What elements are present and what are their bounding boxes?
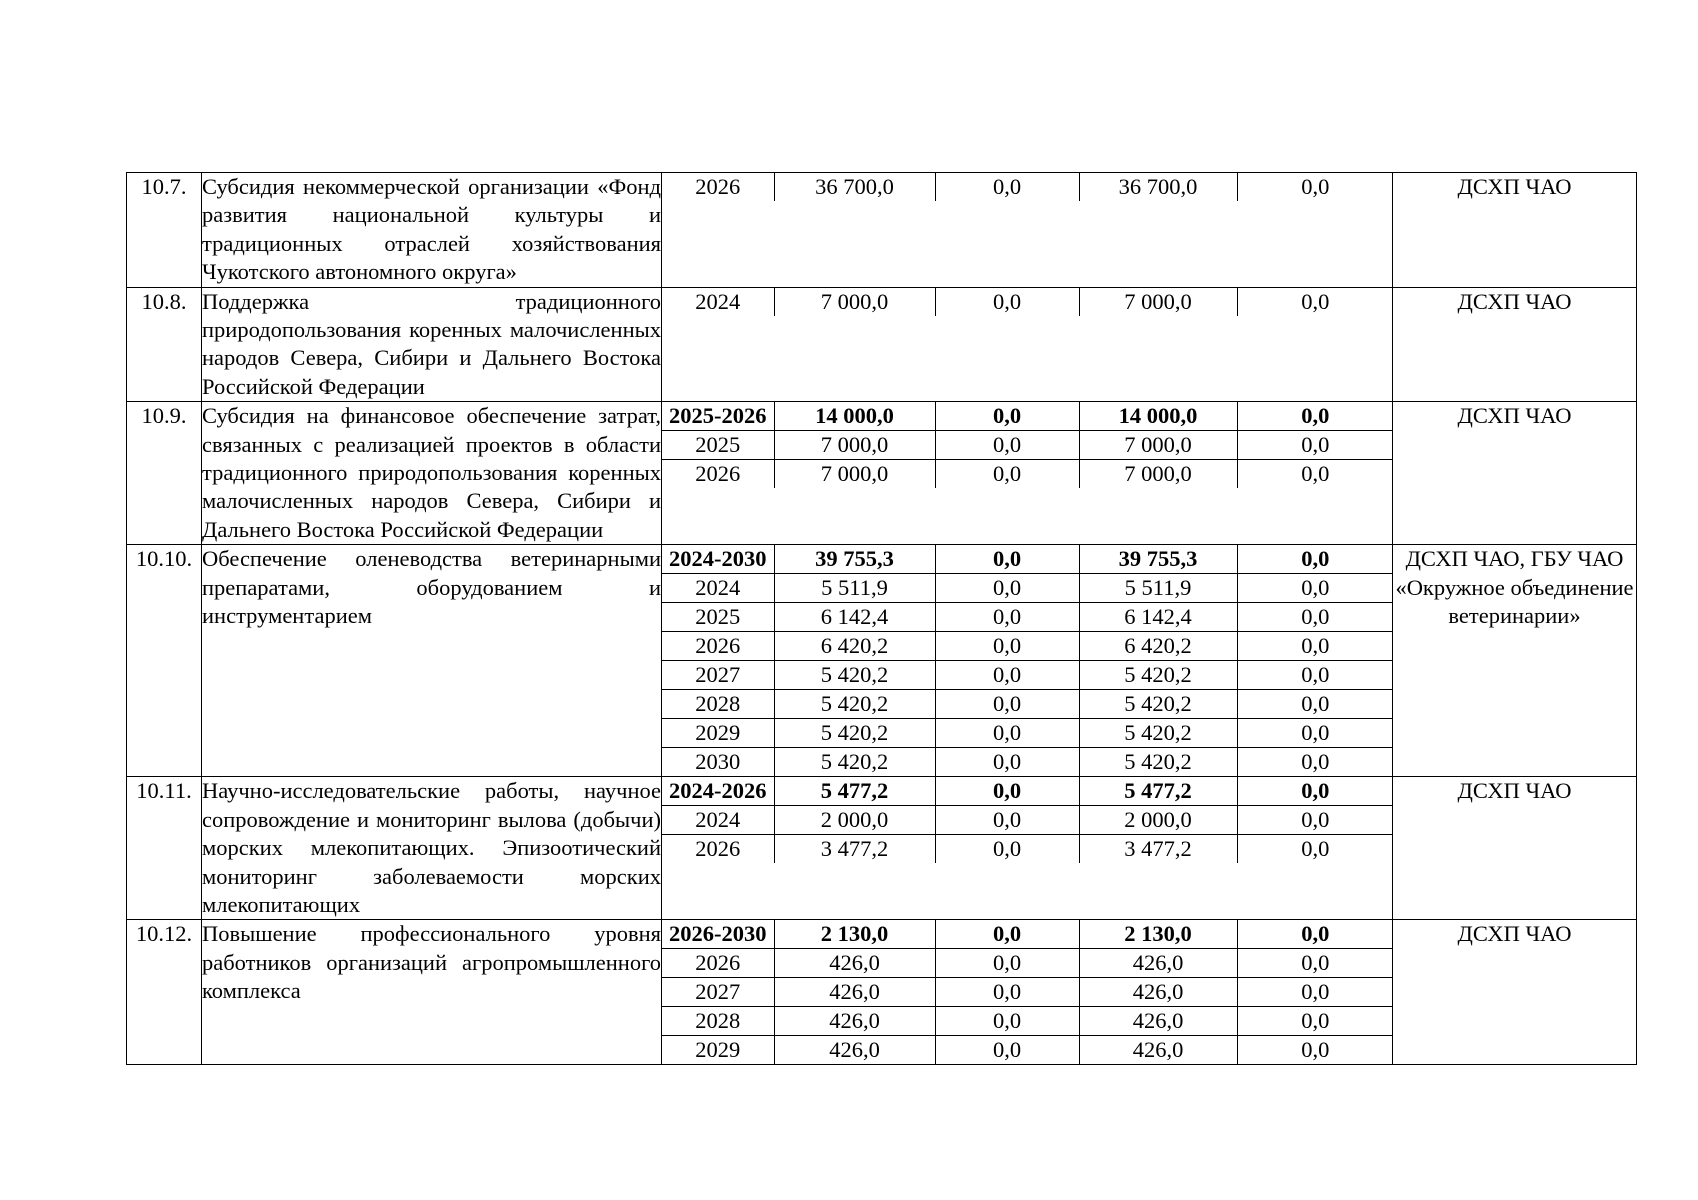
other-sources-cell: 0,0	[1301, 1037, 1330, 1063]
federal-budget-cell: 0,0	[935, 690, 1079, 719]
federal-budget-cell: 0,0	[935, 661, 1079, 690]
other-sources-cell: 0,0	[1237, 402, 1393, 431]
period-cell: 2026	[662, 173, 774, 201]
other-sources-cell: 0,0	[1237, 545, 1393, 574]
total-amount-cell: 7 000,0	[774, 460, 935, 489]
other-sources-cell: 0,0	[1237, 690, 1393, 719]
period-cell: 2026	[662, 835, 774, 864]
funding-total-row	[662, 777, 1393, 806]
funding-year-row	[662, 1007, 1393, 1036]
period-cell: 2024-2026	[662, 777, 774, 806]
total-amount-cell: 5 511,9	[774, 574, 935, 603]
okrug-budget-cell: 6 420,2	[1079, 632, 1237, 661]
measure-description: Субсидия некоммерческой организации «Фонд развития национальной культуры и традиционных отраслей хозяйствования Чукотского автономного округа»	[202, 173, 662, 288]
total-amount-cell: 39 755,3	[774, 545, 935, 574]
period-cell: 2030	[662, 748, 774, 777]
federal-budget-cell: 0,0	[935, 402, 1079, 431]
federal-budget-cell: 0,0	[935, 173, 1079, 201]
federal-budget-cell: 0,0	[935, 288, 1079, 316]
federal-budget-cell: 0,0	[935, 777, 1079, 806]
period-cell: 2024	[662, 574, 774, 603]
okrug-budget-cell: 5 420,2	[1079, 690, 1237, 719]
measure-description: Научно-исследовательские работы, научное сопровождение и мониторинг вылова (добычи) морских млекопитающих. Эпизоотический мониторинг заболеваемости морских млекопитающих	[202, 777, 662, 920]
funding-total-row	[662, 402, 1393, 431]
funding-cell	[662, 920, 1393, 1065]
federal-budget-cell: 0,0	[935, 1036, 1079, 1065]
funding-year-row	[662, 719, 1393, 748]
okrug-budget-cell: 426,0	[1079, 949, 1237, 978]
funding-breakdown	[662, 173, 1393, 201]
responsible-executor: ДСХП ЧАО	[1393, 920, 1637, 1065]
period-cell: 2028	[662, 690, 774, 719]
other-sources-cell: 0,0	[1301, 749, 1330, 775]
funding-year-row	[662, 835, 1393, 864]
federal-budget-cell: 0,0	[935, 603, 1079, 632]
federal-budget-cell: 0,0	[935, 748, 1079, 777]
okrug-budget-cell: 7 000,0	[1079, 460, 1237, 489]
responsible-executor: ДСХП ЧАО	[1393, 402, 1637, 545]
funding-year-row	[662, 173, 1393, 201]
federal-budget-cell: 0,0	[935, 1007, 1079, 1036]
period-cell: 2025	[662, 603, 774, 632]
total-amount-cell: 36 700,0	[774, 173, 935, 201]
funding-year-row	[662, 431, 1393, 460]
other-sources-cell: 0,0	[1237, 661, 1393, 690]
period-cell: 2024	[662, 806, 774, 835]
row-number: 10.7.	[127, 173, 202, 288]
funding-year-row	[662, 288, 1393, 316]
other-sources-cell: 0,0	[1301, 288, 1330, 314]
okrug-budget-cell: 5 420,2	[1079, 719, 1237, 748]
total-amount-cell: 5 420,2	[774, 690, 935, 719]
okrug-budget-cell: 2 130,0	[1079, 920, 1237, 949]
funding-year-row	[662, 661, 1393, 690]
other-sources-cell: 0,0	[1237, 806, 1393, 835]
measure-description: Поддержка традиционного природопользования коренных малочисленных народов Севера, Сибири и Дальнего Востока Российской Федерации	[202, 287, 662, 402]
row-number: 10.9.	[127, 402, 202, 545]
other-sources-cell: 0,0	[1237, 719, 1393, 748]
total-amount-cell: 6 420,2	[774, 632, 935, 661]
table-row	[127, 777, 1637, 920]
row-number: 10.10.	[127, 545, 202, 777]
funding-breakdown	[662, 920, 1393, 1064]
period-cell: 2024	[662, 288, 774, 316]
row-number: 10.8.	[127, 287, 202, 402]
okrug-budget-cell: 14 000,0	[1079, 402, 1237, 431]
program-measures-table	[126, 172, 1637, 1065]
total-amount-cell: 14 000,0	[774, 402, 935, 431]
other-sources-cell: 0,0	[1237, 777, 1393, 806]
table-row	[127, 920, 1637, 1065]
funding-year-row	[662, 1036, 1393, 1065]
period-cell: 2027	[662, 978, 774, 1007]
funding-year-row	[662, 603, 1393, 632]
period-cell: 2026-2030	[662, 920, 774, 949]
total-amount-cell: 6 142,4	[774, 603, 935, 632]
federal-budget-cell: 0,0	[935, 632, 1079, 661]
funding-year-row	[662, 748, 1393, 777]
funding-year-row	[662, 690, 1393, 719]
okrug-budget-cell: 6 142,4	[1079, 603, 1237, 632]
federal-budget-cell: 0,0	[935, 920, 1079, 949]
okrug-budget-cell: 3 477,2	[1079, 835, 1237, 864]
total-amount-cell: 426,0	[774, 949, 935, 978]
other-sources-cell: 0,0	[1301, 174, 1330, 199]
funding-breakdown	[662, 288, 1393, 316]
total-amount-cell: 2 000,0	[774, 806, 935, 835]
measure-description: Субсидия на финансовое обеспечение затрат, связанных с реализацией проектов в области традиционного природопользования коренных малочисленных народов Севера, Сибири и Дальнего Востока Российской Федерации	[202, 402, 662, 545]
okrug-budget-cell: 7 000,0	[1079, 431, 1237, 460]
federal-budget-cell: 0,0	[935, 574, 1079, 603]
other-sources-cell: 0,0	[1237, 632, 1393, 661]
other-sources-cell: 0,0	[1237, 920, 1393, 949]
measure-description: Повышение профессионального уровня работников организаций агропромышленного комплекса	[202, 920, 662, 1065]
funding-year-row	[662, 978, 1393, 1007]
period-cell: 2029	[662, 719, 774, 748]
okrug-budget-cell: 2 000,0	[1079, 806, 1237, 835]
okrug-budget-cell: 426,0	[1079, 1007, 1237, 1036]
federal-budget-cell: 0,0	[935, 719, 1079, 748]
total-amount-cell: 3 477,2	[774, 835, 935, 864]
other-sources-cell: 0,0	[1301, 461, 1330, 487]
other-sources-cell: 0,0	[1237, 431, 1393, 460]
funding-year-row	[662, 632, 1393, 661]
okrug-budget-cell: 5 420,2	[1079, 748, 1237, 777]
federal-budget-cell: 0,0	[935, 545, 1079, 574]
funding-total-row	[662, 545, 1393, 574]
total-amount-cell: 5 477,2	[774, 777, 935, 806]
period-cell: 2026	[662, 632, 774, 661]
federal-budget-cell: 0,0	[935, 949, 1079, 978]
other-sources-cell: 0,0	[1301, 836, 1330, 862]
row-number: 10.12.	[127, 920, 202, 1065]
okrug-budget-cell: 5 420,2	[1079, 661, 1237, 690]
table-body	[127, 173, 1637, 1065]
period-cell: 2027	[662, 661, 774, 690]
total-amount-cell: 2 130,0	[774, 920, 935, 949]
okrug-budget-cell: 7 000,0	[1079, 288, 1237, 316]
other-sources-cell: 0,0	[1237, 603, 1393, 632]
funding-cell	[662, 777, 1393, 920]
okrug-budget-cell: 36 700,0	[1079, 173, 1237, 201]
total-amount-cell: 426,0	[774, 1036, 935, 1065]
funding-breakdown	[662, 777, 1393, 863]
funding-year-row	[662, 949, 1393, 978]
other-sources-cell: 0,0	[1237, 574, 1393, 603]
period-cell: 2024-2030	[662, 545, 774, 574]
okrug-budget-cell: 426,0	[1079, 978, 1237, 1007]
total-amount-cell: 426,0	[774, 978, 935, 1007]
total-amount-cell: 7 000,0	[774, 288, 935, 316]
period-cell: 2025	[662, 431, 774, 460]
okrug-budget-cell: 5 477,2	[1079, 777, 1237, 806]
table-row	[127, 287, 1637, 402]
total-amount-cell: 5 420,2	[774, 719, 935, 748]
table-row	[127, 402, 1637, 545]
responsible-executor: ДСХП ЧАО	[1393, 287, 1637, 402]
period-cell: 2026	[662, 460, 774, 489]
federal-budget-cell: 0,0	[935, 431, 1079, 460]
funding-total-row	[662, 920, 1393, 949]
responsible-executor: ДСХП ЧАО	[1393, 173, 1637, 288]
other-sources-cell: 0,0	[1237, 978, 1393, 1007]
period-cell: 2029	[662, 1036, 774, 1065]
period-cell: 2025-2026	[662, 402, 774, 431]
federal-budget-cell: 0,0	[935, 835, 1079, 864]
other-sources-cell: 0,0	[1237, 1007, 1393, 1036]
okrug-budget-cell: 39 755,3	[1079, 545, 1237, 574]
total-amount-cell: 5 420,2	[774, 748, 935, 777]
period-cell: 2026	[662, 949, 774, 978]
table-row	[127, 545, 1637, 777]
funding-breakdown	[662, 402, 1393, 488]
funding-year-row	[662, 806, 1393, 835]
measure-description: Обеспечение оленеводства ветеринарными препаратами, оборудованием и инструментарием	[202, 545, 662, 777]
funding-year-row	[662, 460, 1393, 489]
federal-budget-cell: 0,0	[935, 460, 1079, 489]
funding-breakdown	[662, 545, 1393, 776]
total-amount-cell: 7 000,0	[774, 431, 935, 460]
funding-cell	[662, 545, 1393, 777]
funding-year-row	[662, 574, 1393, 603]
federal-budget-cell: 0,0	[935, 978, 1079, 1007]
responsible-executor: ДСХП ЧАО, ГБУ ЧАО «Окружное объединение ветеринарии»	[1393, 545, 1637, 777]
okrug-budget-cell: 426,0	[1079, 1036, 1237, 1065]
table-row	[127, 173, 1637, 288]
row-number: 10.11.	[127, 777, 202, 920]
okrug-budget-cell: 5 511,9	[1079, 574, 1237, 603]
total-amount-cell: 5 420,2	[774, 661, 935, 690]
funding-cell	[662, 287, 1393, 402]
period-cell: 2028	[662, 1007, 774, 1036]
responsible-executor: ДСХП ЧАО	[1393, 777, 1637, 920]
funding-cell	[662, 402, 1393, 545]
other-sources-cell: 0,0	[1237, 949, 1393, 978]
federal-budget-cell: 0,0	[935, 806, 1079, 835]
total-amount-cell: 426,0	[774, 1007, 935, 1036]
funding-cell	[662, 173, 1393, 288]
